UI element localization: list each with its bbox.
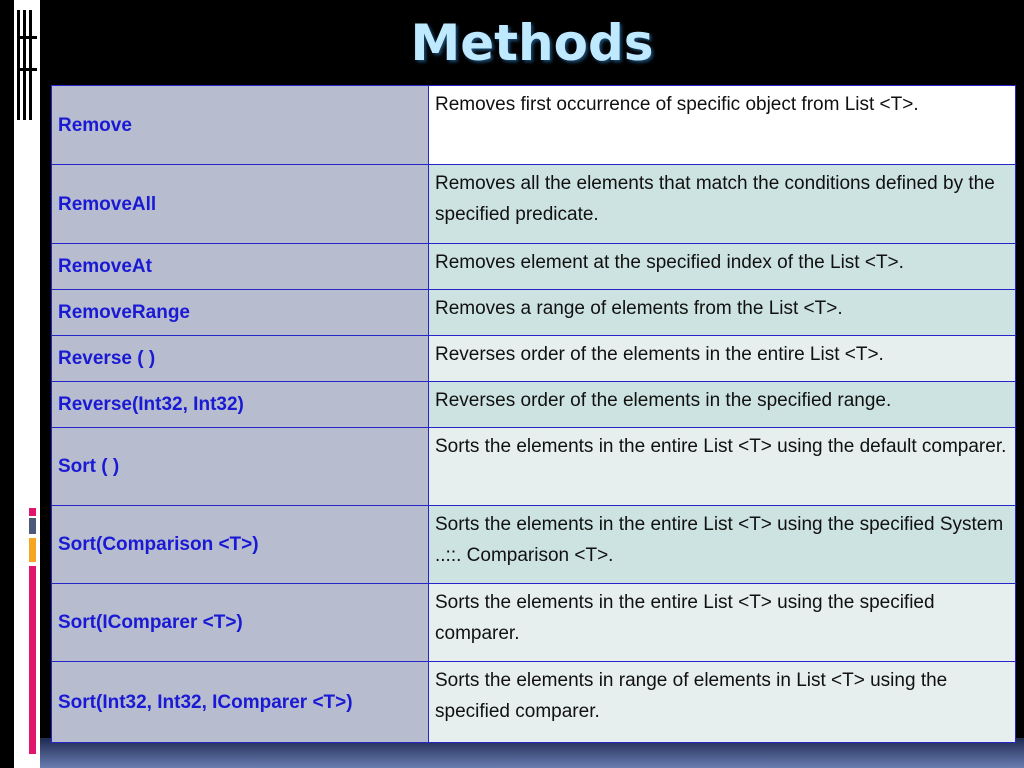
method-description-cell: Reverses order of the elements in the entire List <T>. (429, 336, 1016, 382)
method-description-cell: Sorts the elements in the entire List <T> using the default comparer. (429, 428, 1016, 506)
table-row (52, 584, 1016, 662)
table-row (52, 506, 1016, 584)
table-row (52, 428, 1016, 506)
table-row (52, 290, 1016, 336)
table-row (52, 165, 1016, 244)
method-name-cell: Sort(Int32, Int32, IComparer <T>) (52, 662, 429, 743)
method-description-cell: Sorts the elements in range of elements in List <T> using the specified comparer. (429, 662, 1016, 743)
accent-bar-gray (29, 518, 36, 534)
method-name-cell: RemoveAt (52, 244, 429, 290)
method-name-cell: Sort ( ) (52, 428, 429, 506)
method-name-cell: Remove (52, 86, 429, 165)
left-decorative-strip (0, 0, 40, 768)
table-row (52, 662, 1016, 743)
table-row (52, 86, 1016, 165)
method-description-cell: Sorts the elements in the entire List <T> using the specified System ..::. Comparison <T>. (429, 506, 1016, 584)
method-description-cell: Removes element at the specified index of the List <T>. (429, 244, 1016, 290)
table-row (52, 382, 1016, 428)
method-name-cell: Reverse(Int32, Int32) (52, 382, 429, 428)
method-description-cell: Removes all the elements that match the conditions defined by the specified predicate. (429, 165, 1016, 244)
table-row (52, 244, 1016, 290)
method-description-cell: Sorts the elements in the entire List <T> using the specified comparer. (429, 584, 1016, 662)
accent-bar-pink (29, 566, 36, 754)
method-description-cell: Removes first occurrence of specific object from List <T>. (429, 86, 1016, 165)
method-name-cell: Sort(IComparer <T>) (52, 584, 429, 662)
method-name-cell: Reverse ( ) (52, 336, 429, 382)
methods-table (51, 85, 1016, 743)
window-stack-icon (17, 10, 37, 120)
method-name-cell: RemoveAll (52, 165, 429, 244)
method-name-cell: RemoveRange (52, 290, 429, 336)
method-description-cell: Reverses order of the elements in the specified range. (429, 382, 1016, 428)
method-description-cell: Removes a range of elements from the List <T>. (429, 290, 1016, 336)
slide-title: Methods (410, 14, 654, 72)
accent-bar-dark (29, 508, 36, 516)
table-row (52, 336, 1016, 382)
accent-bar-orange (29, 538, 36, 562)
method-name-cell: Sort(Comparison <T>) (52, 506, 429, 584)
